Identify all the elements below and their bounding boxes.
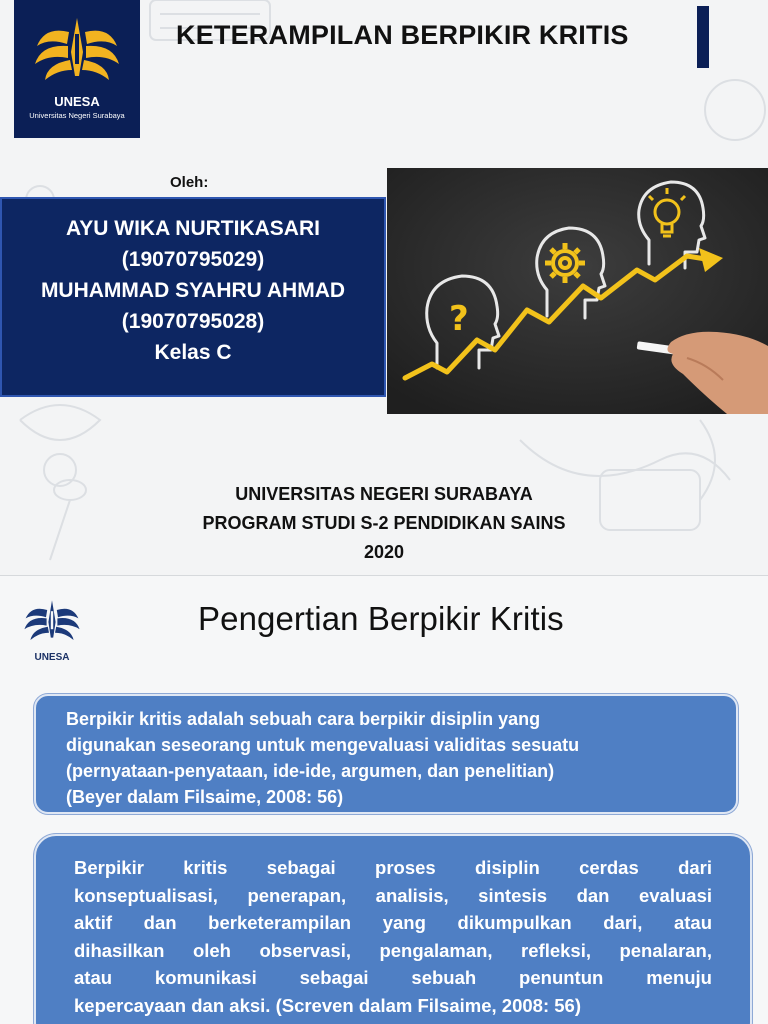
institution-footer: [0, 480, 768, 567]
glasses-doodle: [20, 405, 100, 440]
author-line: AYU WIKA NURTIKASARI: [66, 217, 320, 240]
definition-line: (pernyataan-penyataan, ide-ide, argumen, dan penelitian): [66, 761, 555, 781]
chalkboard-photo: [387, 168, 768, 414]
definition-line: kepercayaan dan aksi. (Screven dalam Filsaime, 2008: 56): [74, 994, 581, 1016]
class-line: Kelas C: [154, 341, 232, 364]
definition-line: Berpikir kritis sebagai proses disiplin cerdas dari: [74, 857, 712, 878]
author-line: MUHAMMAD SYAHRU AHMAD: [40, 279, 346, 302]
definition-line: (Beyer dalam Filsaime, 2008: 56): [66, 787, 344, 807]
cup-doodle: [705, 80, 765, 140]
definition-line: Berpikir kritis adalah sebuah cara berpikir disiplin yang: [66, 709, 541, 729]
definition-line: dihasilkan oleh observasi, pengalaman, refleksi, penalaran,: [74, 939, 712, 961]
authors-box: [0, 197, 386, 397]
unesa-emblem-icon: [27, 12, 127, 92]
by-label: Oleh:: [170, 174, 209, 191]
unesa-logo-box: [14, 0, 140, 138]
definition-box-screven: [34, 834, 752, 1024]
unesa-emblem-icon: [22, 590, 82, 654]
definition-line: konseptualisasi, penerapan, analisis, sintesis dan evaluasi: [74, 884, 712, 906]
chalkboard-illustration: [387, 168, 768, 414]
year: 2020: [363, 542, 405, 562]
definition-line: aktif dan berketerampilan yang dikumpulkan dari, atau: [74, 912, 712, 933]
definition-box-beyer: [34, 694, 738, 814]
definition-line: digunakan seseorang untuk mengevaluasi validitas sesuatu: [66, 735, 580, 755]
university-name: UNIVERSITAS NEGERI SURABAYA: [235, 484, 533, 504]
slide-title-text: Pengertian Berpikir Kritis: [198, 600, 564, 637]
logo-subtitle: Universitas Negeri Surabaya: [29, 111, 125, 120]
author-line: (19070795028): [121, 310, 265, 333]
slide-definition: [0, 576, 768, 1024]
slide-title-text: KETERAMPILAN BERPIKIR KRITIS: [176, 20, 629, 50]
title-accent-bar: [697, 6, 709, 68]
logo-name: UNESA: [54, 94, 100, 109]
program-name: PROGRAM STUDI S-2 PENDIDIKAN SAINS: [202, 513, 566, 533]
definition-line: atau komunikasi sebagai sebuah penuntun menuju: [74, 967, 712, 988]
question-mark-icon: ?: [449, 299, 469, 339]
logo-name: UNESA: [34, 652, 70, 663]
author-line: (19070795029): [121, 248, 265, 271]
